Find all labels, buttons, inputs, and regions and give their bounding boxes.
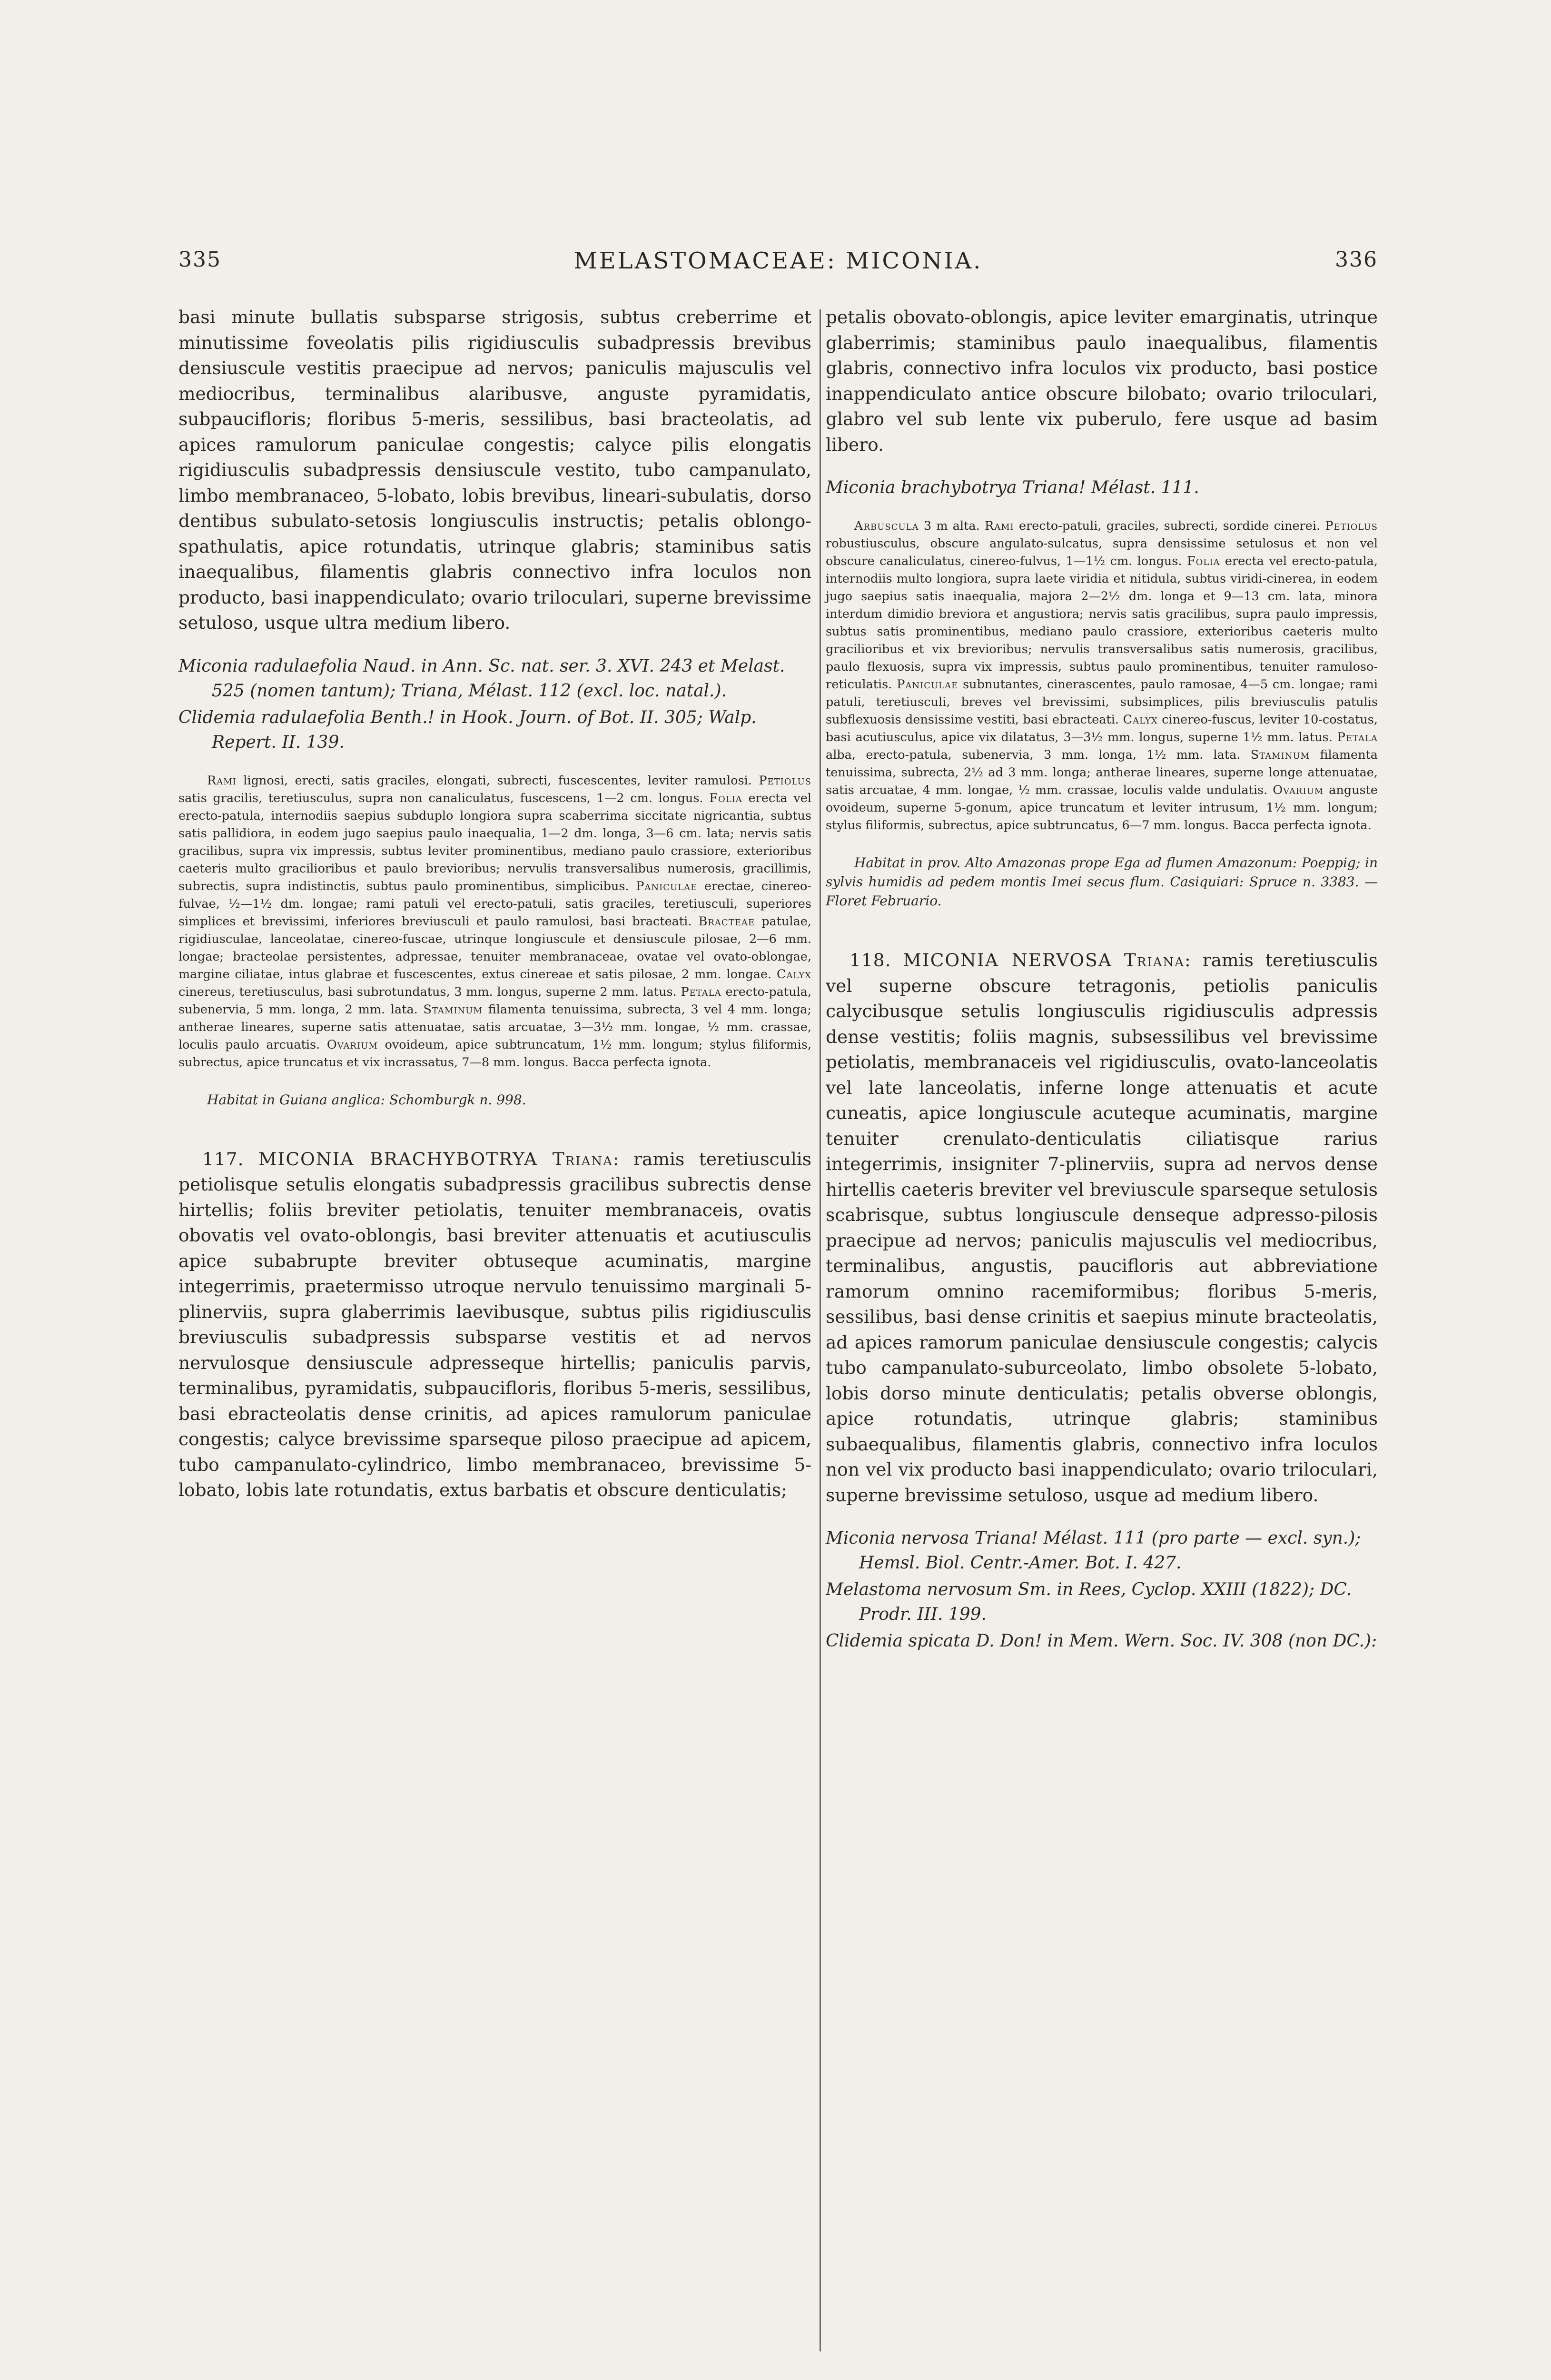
organ-description: erecto-patuli, graciles, subrecti, sordide cinerei. xyxy=(1014,519,1325,533)
species-number: 117. xyxy=(202,1148,244,1170)
synonymy-block xyxy=(826,476,1378,500)
organ-description: erecta vel erecto-patula, internodiis multo longiora, supra laete viridia et nitidula, subtus viridi-cinerea, in eodem jugo saepius satis inaequalia, majora 2—2½ dm. longa et 9—13 cm. lata, minora interdum dimidio breviora et angustiora; nervis satis gracilibus, supra paulo impressis, subtus satis prominentibus, mediano paulo crassiore, exterioribus caeteris multo gracilioribus et vix brevioribus; nervulis transversalibus satis numerosis, gracilibus, paulo flexuosis, supra vix impressis, subtus paulo prominentibus, tenuiter ramuloso-reticulatis. xyxy=(826,554,1378,692)
organ-description: satis gracilis, teretiusculus, supra non canaliculatus, fuscescens, 1—2 cm. longus. xyxy=(178,791,710,805)
left-column xyxy=(178,305,811,1503)
organ-description: filamenta tenuissima, subrecta, 3 vel 4 mm. longa; antherae lineares, superne satis attenuatae, satis arcuatae, 3—3½ mm. longae, ½ mm. crassae, loculis paulo arcuatis. xyxy=(178,1002,811,1052)
organ-description: patulae, rigidiusculae, lanceolatae, cinereo-fuscae, utrinque longiuscule et densiuscule pilosae, 2—6 mm. longae; bracteolae persistentes, adpressae, tenuiter membranaceae, ovatae vel ovato-oblongae, margine ciliatae, intus glabrae et fuscescentes, extus cinereae et satis pilosae, 2 mm. longae. xyxy=(178,914,812,982)
page-header xyxy=(178,248,1378,281)
organ-description: lignosi, erecti, satis graciles, elongati, subrecti, fuscescentes, leviter ramulosi. xyxy=(236,773,759,788)
page-number-right: 336 xyxy=(1335,248,1378,272)
species-entry-117 xyxy=(178,1147,811,1503)
synonym-citation: Miconia radulaefolia Naud. in Ann. Sc. nat. ser. 3. XVI. 243 et Melast. 525 (nomen tantum); Triana, Mélast. 112 (excl. loc. natal.). xyxy=(178,656,785,701)
synonym-citation: Miconia brachybotrya Triana! Mélast. 111. xyxy=(826,478,1199,497)
column-divider xyxy=(820,309,821,2351)
organ-label: Petala xyxy=(1337,730,1378,744)
organ-label: Staminum xyxy=(1250,748,1310,762)
organ-label: Paniculae xyxy=(636,879,698,893)
organ-label: Calyx xyxy=(1123,713,1158,727)
synonymy-block xyxy=(178,654,811,755)
habitat-note: Habitat in Guiana anglica: Schomburgk n. 998. xyxy=(207,1091,526,1108)
detailed-description xyxy=(826,517,1378,834)
species-diagnosis: : ramis teretiusculis vel superne obscure tetragonis, petiolis paniculis calycibusque setulis longiusculis rigidiusculis adpressis dense vestitis; foliis magnis, subsessilibus vel brevissime petiolatis, membranaceis vel rigidiusculis, ovato-lanceolatis vel late lanceolatis, inferne longe attenuatis et acute cuneatis, apice longiuscule acuteque acuminatis, margine tenuiter crenulato-denticulatis ciliatisque rarius integerrimis, insigniter 7-plinerviis, supra ad nervos dense hirtellis caeteris breviter vel breviuscule sparseque setulosis scabrisque, subtus longiuscule denseque adpresso-pilosis praecipue ad nervos; paniculis majusculis vel mediocribus, terminalibus, angustis, paucifloris aut abbreviatione ramorum omnino racemiformibus; floribus 5-meris, sessilibus, basi dense crinitis et saepius minute bracteolatis, ad apices ramorum paniculae densiuscule congestis; calycis tubo campanulato-suburceolato, limbo obsolete 5-lobato, lobis dorso minute denticulatis; petalis obverse oblongis, apice rotundatis, utrinque glabris; staminibus subaequalibus, filamentis glabris, connectivo infra loculos non vel vix producto basi inappendiculato; ovario triloculari, superne brevissime setuloso, usque ad medium libero. xyxy=(826,950,1378,1506)
organ-description: cinereo-fuscus, leviter 10-costatus, basi acutiusculus, apice vix dilatatus, 3—3½ mm. longus, superne 1½ mm. latus. xyxy=(826,713,1378,744)
species-entry-118 xyxy=(826,948,1378,1508)
synonymy-block xyxy=(826,1526,1378,1654)
page-number-left: 335 xyxy=(178,248,221,272)
organ-label: Arbuscula xyxy=(854,519,919,533)
species-number: 118. xyxy=(850,950,891,971)
organ-label: Folia xyxy=(1186,554,1220,568)
organ-label: Folia xyxy=(709,791,742,805)
running-title: MELASTOMACEAE: MICONIA. xyxy=(573,248,983,274)
synonym-citation: Miconia nervosa Triana! Mélast. 111 (pro parte — excl. syn.); Hemsl. Biol. Centr.-Amer. Bot. I. 427. xyxy=(826,1528,1361,1573)
organ-label: Petiolus xyxy=(1325,519,1378,533)
species-name: MICONIA BRACHYBOTRYA xyxy=(258,1148,538,1170)
habitat-note: Habitat in prov. Alto Amazonas prope Ega ad flumen Amazonum: Poeppig; in sylvis humidis ad pedem montis Imei secus flum. Casiquiari: Spruce n. 3383. — Floret Februario. xyxy=(826,855,1378,909)
detailed-description xyxy=(178,772,811,1071)
synonym-citation: Melastoma nervosum Sm. in Rees, Cyclop. XXIII (1822); DC. Prodr. III. 199. xyxy=(826,1580,1352,1624)
description-continued: petalis obovato-oblongis, apice leviter emarginatis, utrinque glaberrimis; staminibus paulo inaequalibus, filamentis glabris, connectivo infra loculos vix producto, basi postice inappendiculato antice obscure bilobato; ovario triloculari, glabro vel sub lente vix puberulo, fere usque ad basim libero. xyxy=(826,307,1378,455)
organ-description: anguste ovoideum, superne 5-gonum, apice truncatum et leviter intrusum, 1½ mm. longum; stylus filiformis, subrectus, apice subtruncatus, 6—7 mm. longus. Bacca perfecta ignota. xyxy=(826,783,1378,833)
organ-label: Ovarium xyxy=(326,1037,378,1052)
organ-description: erecto-patula, subenervia, 5 mm. longa, 2 mm. lata. xyxy=(178,984,811,1017)
organ-description: subnutantes, cinerascentes, paulo ramosae, 4—5 cm. longae; rami patuli, teretiusculi, breves vel brevissimi, subsimplices, pilis breviusculis patulis subflexuosis densissime vestiti, basi ebracteati. xyxy=(826,677,1378,727)
organ-label: Rami xyxy=(207,773,237,788)
organ-description: alba, erecto-patula, subenervia, 3 mm. longa, 1½ mm. lata. xyxy=(826,748,1251,762)
species-diagnosis: : ramis teretiusculis petiolisque setulis elongatis subadpressis gracilibus subrectis dense hirtellis; foliis breviter petiolatis, tenuiter membranaceis, ovatis obovatis vel ovato-oblongis, basi breviter attenuatis et acutiusculis apice subabrupte breviter obtuseque acuminatis, margine integerrimis, praetermisso utroque nervulo tenuissimo marginali 5-plinerviis, supra glaberrimis laevibusque, subtus pilis rigidiusculis breviusculis subadpressis subsparse vestitis et ad nervos nervulosque densiuscule adpresseque hirtellis; paniculis parvis, terminalibus, pyramidatis, subpaucifloris, floribus 5-meris, sessilibus, basi ebracteolatis dense crinitis, ad apices ramulorum paniculae congestis; calyce brevissime sparseque piloso praecipue ad apicem, tubo campanulato-cylindrico, limbo membranaceo, brevissime 5-lobato, lobis late rotundatis, extus barbatis et obscure denticulatis; xyxy=(178,1148,812,1500)
organ-description: 3 m alta. xyxy=(919,519,985,533)
synonym-citation: Clidemia spicata D. Don! in Mem. Wern. Soc. IV. 308 (non DC.): xyxy=(826,1631,1377,1651)
organ-description: ovoideum, apice subtruncatum, 1½ mm. longum; stylus filiformis, subrectus, apice truncatus et vix incrassatus, 7—8 mm. longus. Bacca perfecta ignota. xyxy=(178,1037,811,1070)
organ-label: Petiolus xyxy=(759,773,811,788)
organ-label: Ovarium xyxy=(1273,783,1324,797)
organ-description: filamenta tenuissima, subrecta, 2½ ad 3 mm. longa; antherae lineares, superne longe attenuatae, satis arcuatae, 4 mm. longae, ½ mm. crassae, loculis valde undulatis. xyxy=(826,748,1378,797)
organ-description: erecta vel erecto-patula, internodiis saepius subduplo longiora supra scaberrima siccitate nigricantia, subtus satis pallidiora, in eodem jugo saepius paulo inaequalia, 1—2 dm. longa, 3—6 cm. lata; nervis satis gracilibus, supra vix impressis, subtus leviter prominentibus, mediano paulo crassiore, exterioribus caeteris multo gracilioribus et paulo brevioribus; nervulis transversalibus numerosis, gracillimis, subrectis, supra indistinctis, subtus paulo prominentibus, simplicibus. xyxy=(178,791,812,893)
synonym-citation: Clidemia radulaefolia Benth.! in Hook. Journ. of Bot. II. 305; Walp. Repert. II. 139. xyxy=(178,707,757,752)
organ-description: robustiusculus, obscure angulato-sulcatus, supra densissime setulosus et non vel obscure canaliculatus, cinereo-fulvus, 1—1½ cm. longus. xyxy=(826,536,1378,568)
organ-label: Rami xyxy=(985,519,1014,533)
species-name: MICONIA NERVOSA xyxy=(903,950,1112,971)
species-author: Triana xyxy=(552,1148,613,1170)
species-author: Triana xyxy=(1124,950,1185,971)
organ-label: Paniculae xyxy=(897,677,958,692)
organ-label: Petala xyxy=(681,984,721,999)
organ-label: Calyx xyxy=(776,967,811,982)
organ-label: Staminum xyxy=(423,1002,483,1017)
right-column xyxy=(826,305,1378,1654)
organ-description: cinereus, teretiusculus, basi subrotundatus, 3 mm. longus, superne 2 mm. latus. xyxy=(178,984,681,999)
organ-label: Bracteae xyxy=(698,914,755,929)
organ-description: erectae, cinereo-fulvae, ½—1½ dm. longae; rami patuli vel erecto-patuli, satis graciles, teretiusculi, superiores simplices et brevissimi, inferiores breviusculi et paulo ramulosi, basi bracteati. xyxy=(178,879,811,929)
description-continued: basi minute bullatis subsparse strigosis, subtus creberrime et minutissime foveolatis pilis rigidiusculis subadpressis brevibus densiuscule vestitis praecipue ad nervos; paniculis majusculis vel mediocribus, terminalibus alaribusve, anguste pyramidatis, subpaucifloris; floribus 5-meris, sessilibus, basi bracteolatis, ad apices ramulorum paniculae congestis; calyce pilis elongatis rigidiusculis subadpressis densiuscule vestito, tubo campanulato, limbo membranaceo, 5-lobato, lobis brevibus, lineari-subulatis, dorso dentibus subulato-setosis longiusculis instructis; petalis oblongo-spathulatis, apice rotundatis, utrinque glabris; staminibus satis inaequalibus, filamentis glabris connectivo infra loculos non producto, basi inappendiculato; ovario triloculari, superne brevissime setuloso, usque ultra medium libero. xyxy=(178,307,811,633)
